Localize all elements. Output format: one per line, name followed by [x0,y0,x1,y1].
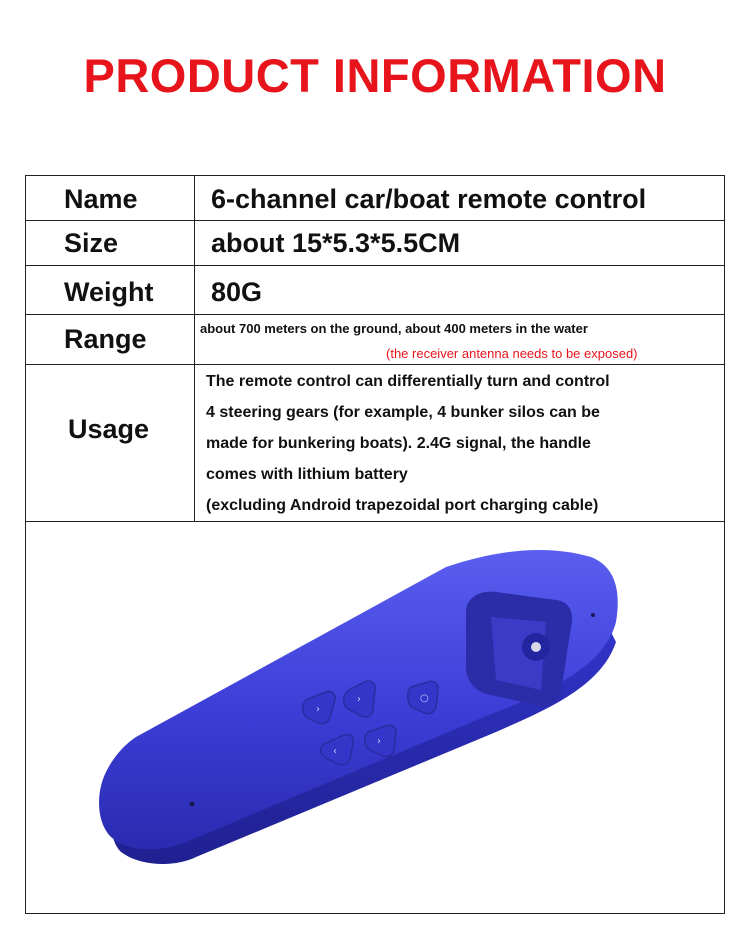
range-note: (the receiver antenna needs to be exposed) [386,346,638,361]
arrow-right-icon: › [316,704,320,715]
weight-label: Weight [64,277,154,307]
row-range [26,315,724,365]
hole [591,613,595,617]
usage-line: comes with lithium battery [206,466,408,483]
row-usage [26,365,724,522]
usage-line: The remote control can differentially turn and control [206,373,610,390]
range-value: about 700 meters on the ground, about 400 meters in the water [200,321,588,336]
row-size [26,221,724,266]
row-name [26,176,724,221]
arrow-play-icon: › [377,736,381,747]
page-title: PRODUCT INFORMATION [83,49,667,102]
arrow-left-icon: ‹ [333,746,337,757]
power-icon: ○ [420,693,429,704]
row-weight [26,266,724,315]
name-value: 6-channel car/boat remote control [211,184,647,214]
usage-label: Usage [68,414,150,444]
usage-line: (excluding Android trapezoidal port charging cable) [206,497,599,514]
usage-line: 4 steering gears (for example, 4 bunker silos can be [206,404,600,421]
range-label: Range [64,324,147,354]
arrow-up-icon: › [357,694,361,705]
product-info-table [25,175,725,914]
hole [190,802,195,807]
size-value: about 15*5.3*5.5CM [211,228,461,258]
usage-line: made for bunkering boats). 2.4G signal, the handle [206,435,591,452]
trigger-screw [531,642,541,652]
name-label: Name [64,184,138,214]
size-label: Size [64,228,119,258]
product-photo [26,522,724,913]
remote-control-illustration [26,522,723,913]
weight-value: 80G [211,277,263,307]
